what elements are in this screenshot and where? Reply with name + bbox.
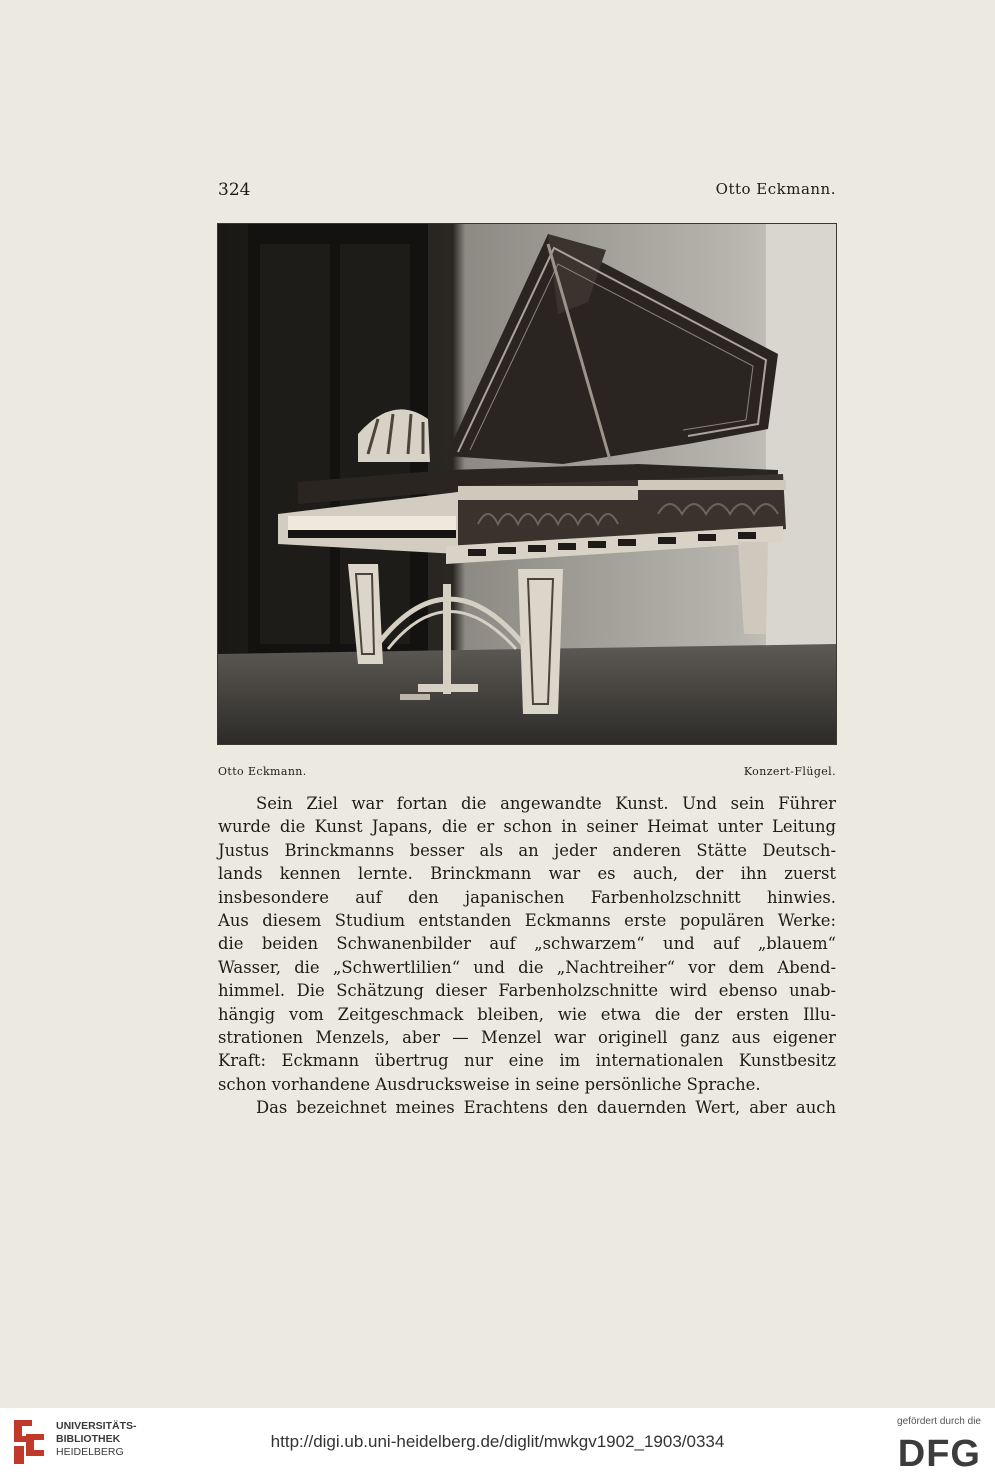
- institution-line: BIBLIOTHEK: [56, 1433, 121, 1445]
- permalink-url[interactable]: http://digi.ub.uni-heidelberg.de/diglit/mwkgv1902_1903/0334: [270, 1432, 725, 1451]
- page-number: 324: [218, 180, 251, 200]
- text-line: Justus Brinckmanns besser als an jeder anderen Stätte Deutsch-: [218, 840, 836, 860]
- caption-title: Konzert-Flügel.: [743, 765, 836, 778]
- plate-caption: [218, 765, 836, 783]
- text-line: lands kennen lernte. Brinckmann war es auch, der ihn zuerst: [218, 864, 836, 884]
- body-text: [218, 792, 836, 1119]
- running-head: [218, 180, 836, 204]
- text-line: Sein Ziel war fortan die angewandte Kunst. Und sein Führer: [256, 794, 836, 813]
- text-line: insbesondere auf den japanischen Farbenholzschnitt hinwies.: [218, 887, 836, 907]
- text-line: hängig vom Zeitgeschmack bleiben, wie etwa die der ersten Illu-: [218, 1004, 836, 1024]
- text-line: Aus diesem Studium entstanden Eckmanns erste populären Werke:: [218, 910, 836, 930]
- institution-line: UNIVERSITÄTS-: [56, 1420, 137, 1432]
- text-line: die beiden Schwanenbilder auf „schwarzem“ und auf „blauem“: [218, 934, 836, 954]
- text-line: Das bezeichnet meines Erachtens den dauernden Wert, aber auch: [256, 1098, 836, 1118]
- piano-photograph: [218, 224, 836, 744]
- text-line: Kraft: Eckmann übertrug nur eine im internationalen Kunstbesitz: [218, 1051, 836, 1071]
- funded-by-label: gefördert durch die: [897, 1416, 981, 1427]
- text-line: strationen Menzels, aber — Menzel war originell ganz aus eigener: [218, 1027, 836, 1047]
- institution-line: HEIDELBERG: [56, 1446, 124, 1458]
- grand-piano-photo-icon: [218, 224, 836, 744]
- running-title: Otto Eckmann.: [715, 180, 836, 198]
- text-line: wurde die Kunst Japans, die er schon in seiner Heimat unter Leitung: [218, 817, 836, 837]
- text-line: himmel. Die Schätzung dieser Farbenholzschnitte wird ebenso unab-: [218, 981, 836, 1001]
- text-line: schon vorhandene Ausdrucksweise in seine persönliche Sprache.: [218, 1074, 761, 1094]
- dfg-logo: DFG: [897, 1433, 981, 1475]
- caption-artist: Otto Eckmann.: [218, 765, 307, 778]
- digitization-footer: [0, 1408, 995, 1479]
- text-line: Wasser, die „Schwertlilien“ und die „Nachtreiher“ vor dem Abend-: [218, 957, 836, 977]
